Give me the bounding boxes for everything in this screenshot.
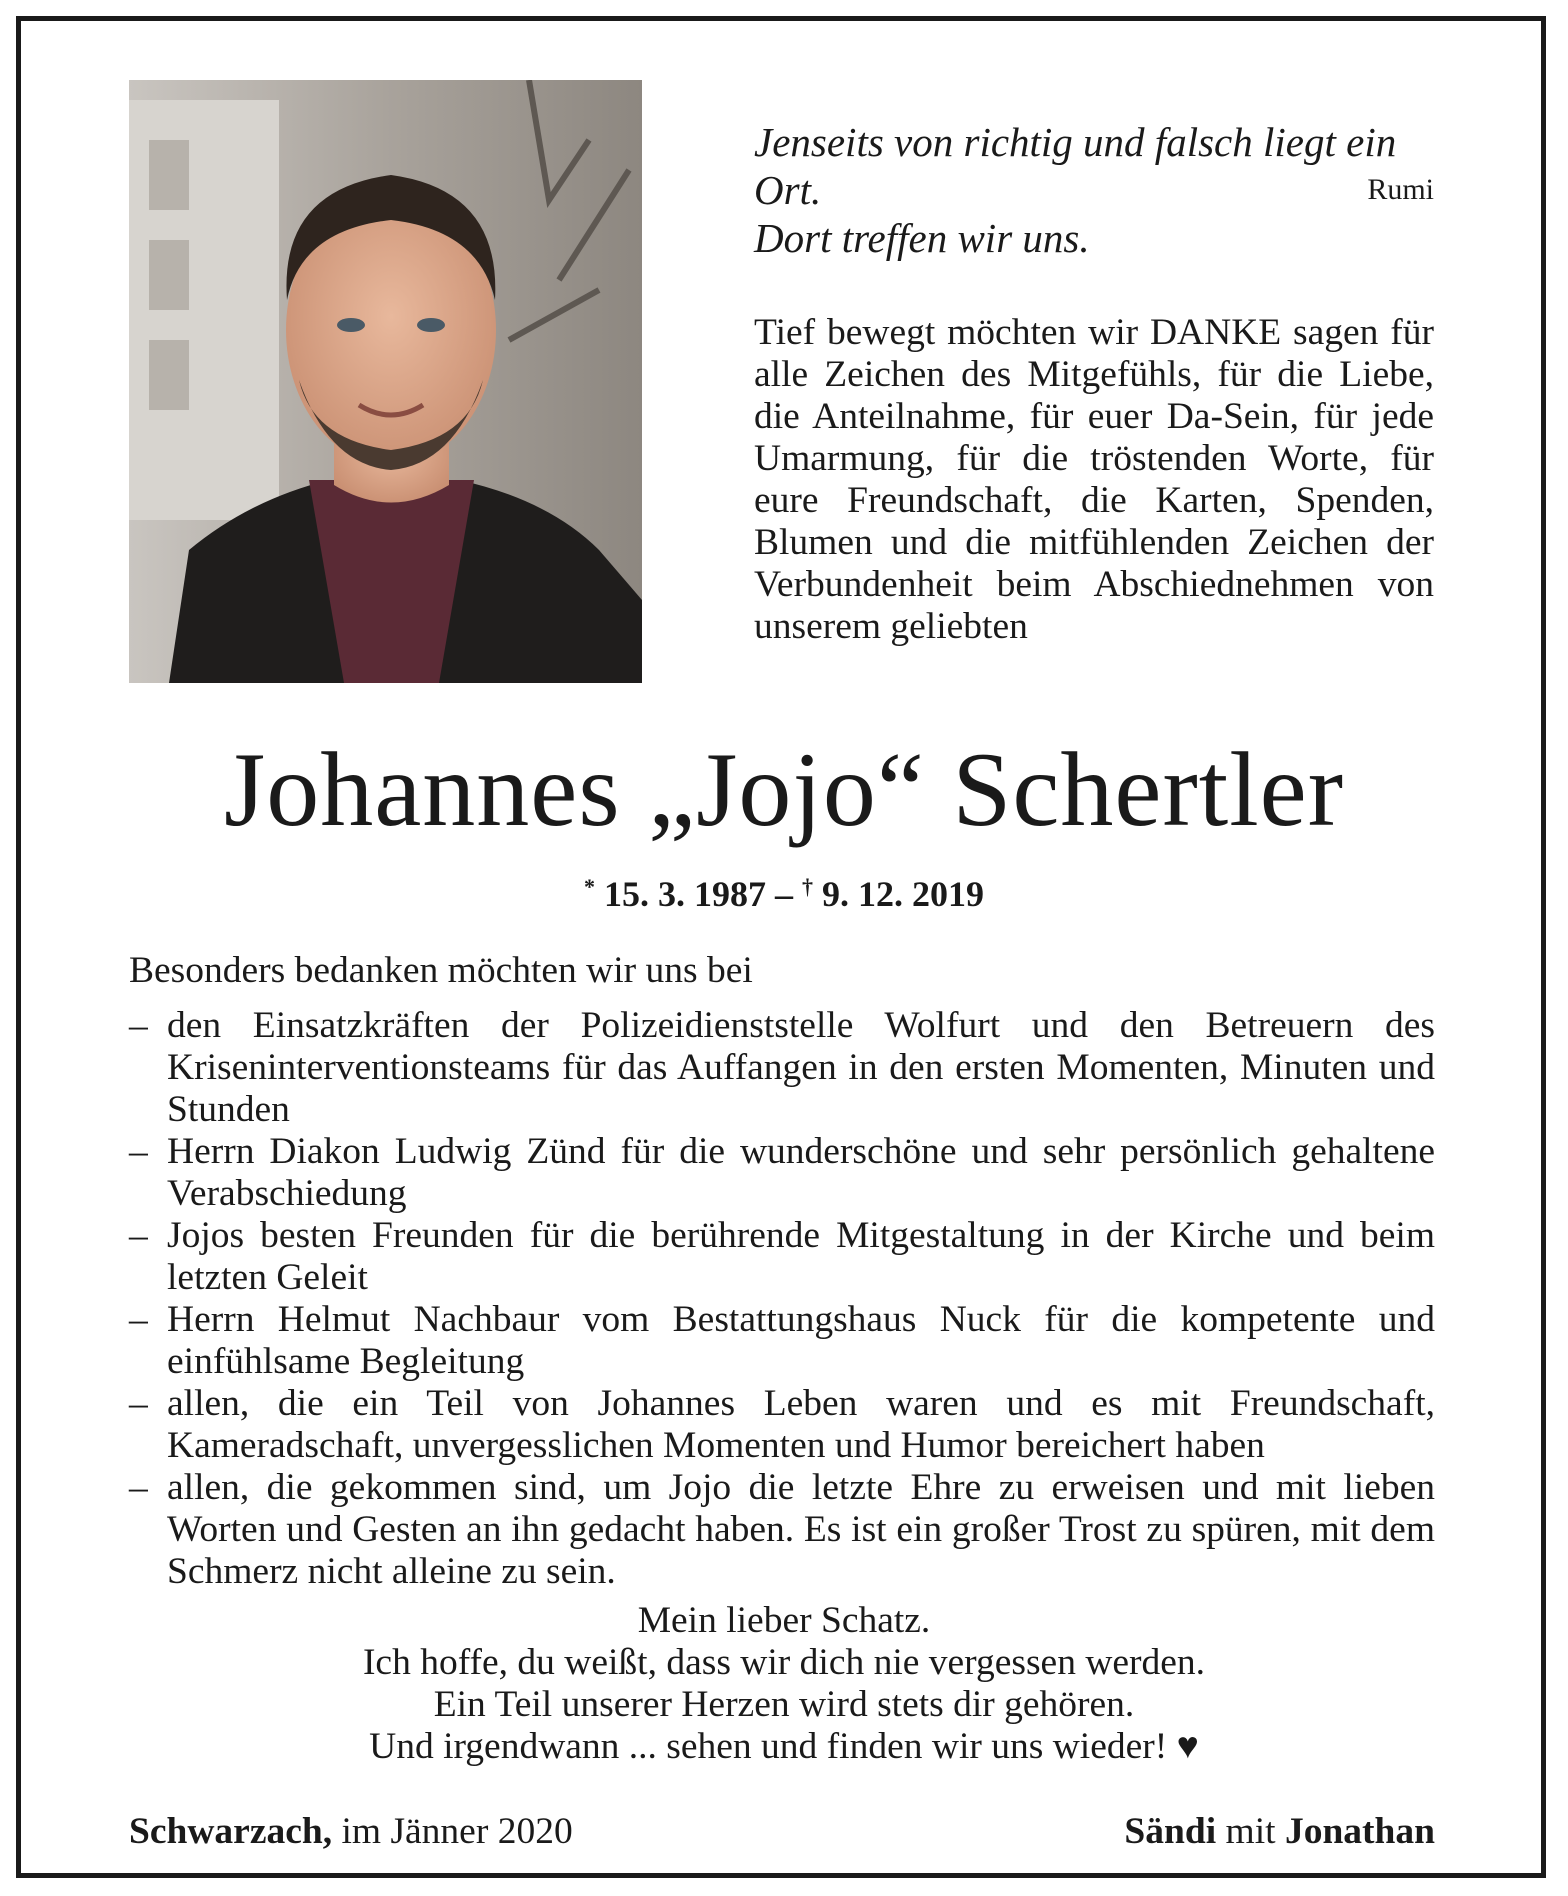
birth-symbol: *: [584, 874, 595, 899]
signer-2: Jonathan: [1284, 1811, 1435, 1852]
list-item: [129, 1467, 1435, 1593]
signature: [1124, 1810, 1435, 1854]
death-symbol: †: [802, 874, 813, 899]
list-item-text: den Einsatzkräften der Polizeidienststelle Wolfurt und den Betreuern des Kriseninterventionsteams für das Auffangen in den ersten Momenten, Minuten und Stunden: [167, 1005, 1435, 1130]
death-date: 9. 12. 2019: [822, 874, 984, 914]
farewell-poem: [129, 1600, 1439, 1768]
list-item: [129, 1299, 1435, 1383]
deceased-name: Johannes „Jojo“ Schertler: [224, 731, 1344, 848]
portrait-photo: [129, 80, 642, 683]
list-item: [129, 1383, 1435, 1467]
poem-line-3: Ein Teil unserer Herzen wird stets dir gehören.: [433, 1684, 1135, 1725]
thanks-list: [129, 1005, 1435, 1593]
list-item-text: Jojos besten Freunden für die berührende Mitgestaltung in der Kirche und beim letzten Geleit: [167, 1215, 1435, 1298]
list-dash: –: [129, 1131, 148, 1172]
rumi-quote: [754, 118, 1434, 262]
list-item-text: Herrn Diakon Ludwig Zünd für die wunderschöne und sehr persönlich gehaltene Verabschiedung: [167, 1131, 1435, 1214]
thanks-intro: Besonders bedanken möchten wir uns bei: [129, 950, 753, 991]
list-item: [129, 1131, 1435, 1215]
list-dash: –: [129, 1299, 148, 1340]
list-dash: –: [129, 1215, 148, 1256]
signer-connector: mit: [1216, 1811, 1285, 1852]
place-date: [129, 1810, 573, 1854]
list-dash: –: [129, 1383, 148, 1424]
list-item: [129, 1005, 1435, 1131]
list-item-text: Herrn Helmut Nachbaur vom Bestattungshaus Nuck für die kompetente und einfühlsame Begleitung: [167, 1299, 1435, 1382]
signer-1: Sändi: [1124, 1811, 1217, 1852]
list-dash: –: [129, 1005, 148, 1046]
birth-date: 15. 3. 1987: [604, 874, 766, 914]
quote-author: Rumi: [1367, 173, 1434, 206]
place: Schwarzach,: [129, 1811, 333, 1852]
quote-line-1: Jenseits von richtig und falsch liegt ein Ort.: [754, 119, 1397, 213]
thanks-paragraph: Tief bewegt möchten wir DANKE sagen für alle Zeichen des Mitgefühls, für die Liebe, die Anteilnahme, für euer Da-Sein, für jede Umarmung, für die tröstenden Worte, für eure Freundschaft, die Karten, Spenden, Blumen und die mitfühlenden Zeichen der Verbundenheit beim Abschiednehmen von unserem geliebten: [754, 312, 1434, 647]
date-text: im Jänner 2020: [332, 1811, 573, 1852]
poem-line-1: Mein lieber Schatz.: [637, 1600, 931, 1641]
date-separator: –: [766, 874, 802, 914]
quote-line-2: Dort treffen wir uns.: [754, 215, 1090, 261]
life-dates: [0, 865, 1568, 916]
list-item-text: allen, die gekommen sind, um Jojo die letzte Ehre zu erweisen und mit lieben Worten und Gesten an ihn gedacht haben. Es ist ein großer Trost zu spüren, mit dem Schmerz nicht alleine zu sein.: [167, 1467, 1435, 1592]
list-dash: –: [129, 1467, 148, 1508]
poem-line-2: Ich hoffe, du weißt, dass wir dich nie vergessen werden.: [362, 1642, 1206, 1683]
list-item: [129, 1215, 1435, 1299]
poem-line-4: Und irgendwann ... sehen und finden wir uns wieder! ♥: [369, 1726, 1199, 1767]
list-item-text: allen, die ein Teil von Johannes Leben waren und es mit Freundschaft, Kameradschaft, unvergesslichen Momenten und Humor bereichert haben: [167, 1383, 1435, 1466]
